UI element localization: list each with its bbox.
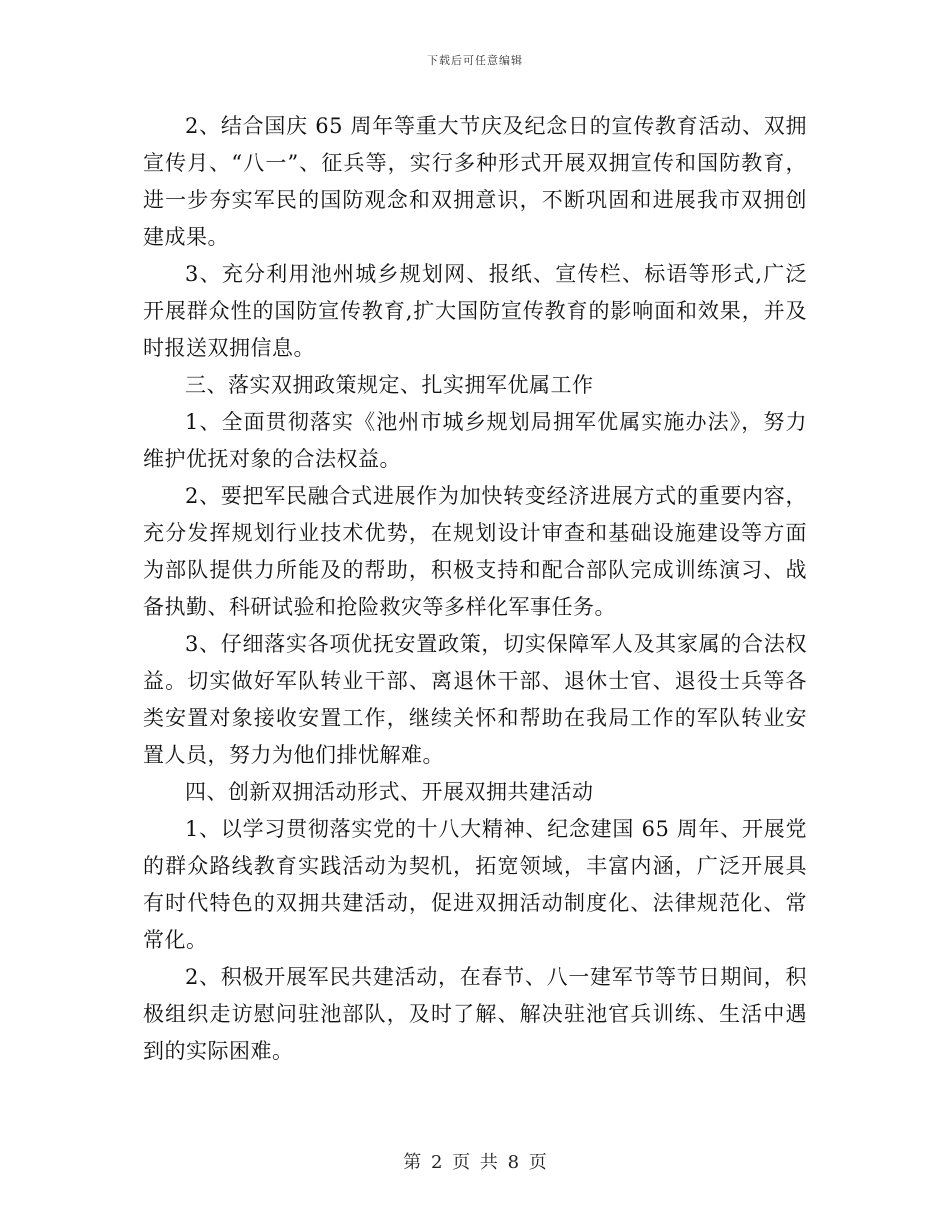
paragraph: 3、仔细落实各项优抚安置政策，切实保障军人及其家属的合法权益。切实做好军队转业干部、离退休干部、退休士官、退役士兵等各类安置对象接收安置工作，继续关怀和帮助在我局工作的军队转业安置人员，努力为他们排忧解难。 [143, 632, 807, 767]
paragraph: 2、积极开展军民共建活动，在春节、八一建军节等节日期间，积极组织走访慰问驻池部队，及时了解、解决驻池官兵训练、生活中遇到的实际困难。 [143, 965, 807, 1063]
paragraph: 3、充分利用池州城乡规划网、报纸、宣传栏、标语等形式,广泛开展群众性的国防宣传教育,扩大国防宣传教育的影响面和效果，并及时报送双拥信息。 [143, 262, 807, 360]
section-heading: 四、创新双拥活动形式、开展双拥共建活动 [185, 780, 594, 804]
page-number: 第 2 页 共 8 页 [403, 1152, 547, 1173]
paragraph: 1、以学习贯彻落实党的十八大精神、纪念建国 65 周年、开展党的群众路线教育实践活动为契机，拓宽领域，丰富内涵，广泛开展具有时代特色的双拥共建活动，促进双拥活动制度化、法律规范化、常常化。 [143, 817, 807, 952]
paragraph: 2、要把军民融合式进展作为加快转变经济进展方式的重要内容，充分发挥规划行业技术优势，在规划设计审查和基础设施建设等方面为部队提供力所能及的帮助，积极支持和配合部队完成训练演习、战备执勤、科研试验和抢险救灾等多样化军事任务。 [143, 484, 807, 619]
paragraph: 1、全面贯彻落实《池州市城乡规划局拥军优属实施办法》，努力维护优抚对象的合法权益。 [143, 410, 807, 471]
document-body [143, 108, 807, 1070]
section-heading: 三、落实双拥政策规定、扎实拥军优属工作 [185, 373, 594, 397]
paragraph: 2、结合国庆 65 周年等重大节庆及纪念日的宣传教育活动、双拥宣传月、“八一”、征兵等，实行多种形式开展双拥宣传和国防教育，进一步夯实军民的国防观念和双拥意识，不断巩固和进展我市双拥创建成果。 [143, 114, 807, 249]
page-header: 下载后可任意编辑 [427, 54, 523, 67]
